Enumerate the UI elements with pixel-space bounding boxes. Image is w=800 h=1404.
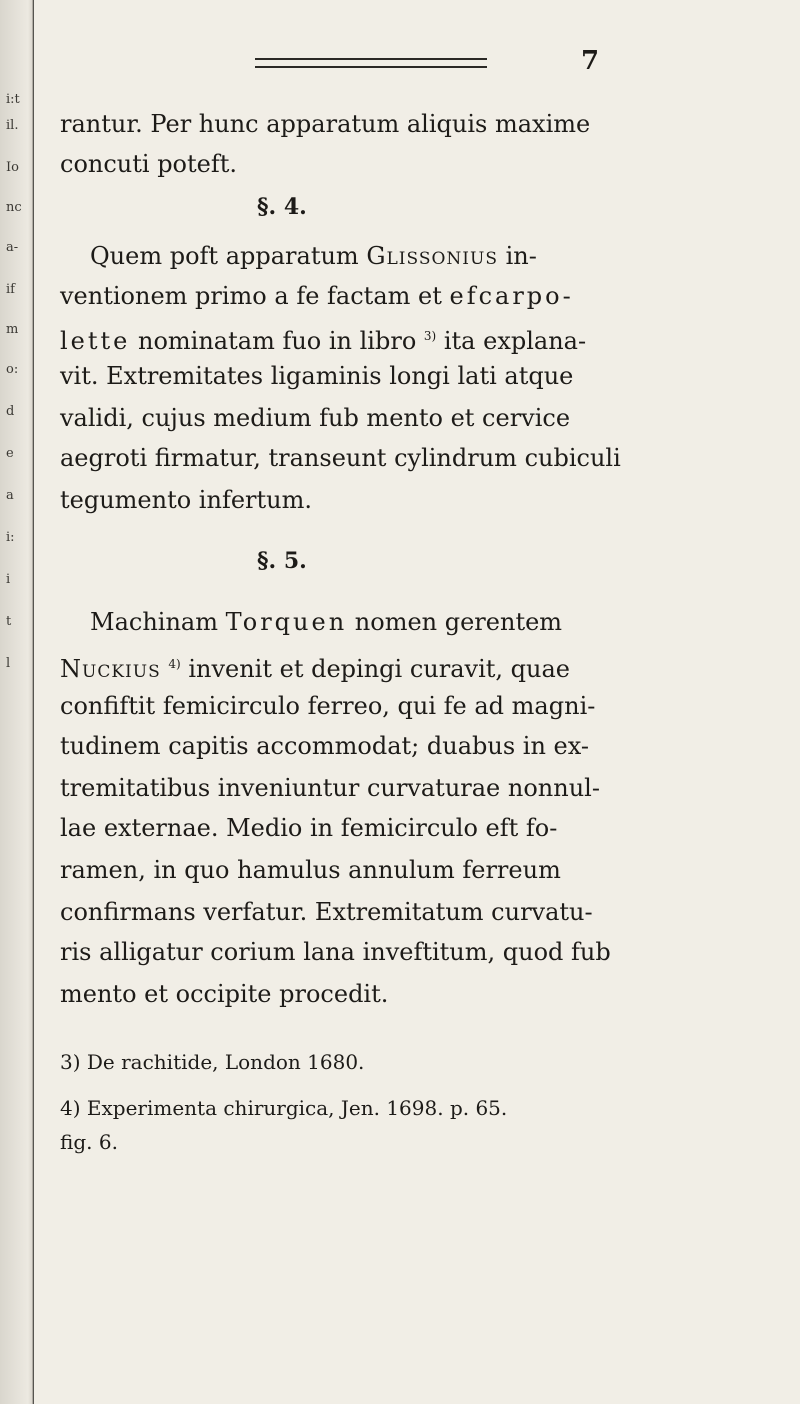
text-line: concuti poteft. bbox=[60, 150, 238, 178]
footnote-3: 3) De rachitide, London 1680. bbox=[60, 1050, 365, 1074]
gutter-mark: a bbox=[6, 488, 14, 503]
text-line: rantur. Per hunc apparatum aliquis maxime bbox=[60, 110, 591, 138]
text-line: validi, cujus medium fub mento et cervice bbox=[60, 404, 571, 432]
section-heading-4: §. 4. bbox=[257, 194, 307, 220]
gutter-mark: o: bbox=[6, 362, 19, 377]
text-line: aegroti firmatur, transeunt cylindrum cubiculi bbox=[60, 444, 621, 472]
gutter-mark: d bbox=[6, 404, 15, 419]
text-line bbox=[60, 236, 537, 276]
text-run: ventionem primo a fe factam et bbox=[60, 282, 450, 310]
text-line: tudinem capitis accommodat; duabus in ex- bbox=[60, 732, 589, 760]
text-run: nomen gerentem bbox=[347, 608, 563, 636]
text-line: lae externae. Medio in femicirculo eft fo- bbox=[60, 814, 558, 842]
text-line: tremitatibus inveniuntur curvaturae nonnul- bbox=[60, 774, 600, 802]
gutter-mark: l bbox=[6, 656, 11, 671]
text-line: confirmans verfatur. Extremitatum curvatu- bbox=[60, 898, 593, 926]
gutter-mark: Io bbox=[6, 160, 19, 175]
section-heading-5: §. 5. bbox=[257, 548, 307, 574]
gutter-mark: il. bbox=[6, 118, 19, 133]
binding-gutter bbox=[0, 0, 34, 1404]
spaced-term: efcarpo- bbox=[449, 282, 574, 310]
text-line bbox=[60, 316, 586, 361]
spaced-term: lette bbox=[60, 327, 131, 355]
text-run: ita explana- bbox=[436, 327, 587, 355]
footnote-ref-3: 3) bbox=[423, 329, 437, 343]
text-line bbox=[60, 644, 570, 689]
gutter-mark: t bbox=[6, 614, 12, 629]
text-line: ramen, in quo hamulus annulum ferreum bbox=[60, 856, 561, 884]
gutter-mark: i: bbox=[6, 530, 15, 545]
text-run: nominatam fuo in libro bbox=[130, 327, 424, 355]
header-double-rule bbox=[255, 58, 487, 68]
gutter-mark: a- bbox=[6, 240, 19, 255]
author-name-glissonius: Glissonius bbox=[366, 242, 498, 270]
text-run: invenit et depingi curavit, quae bbox=[180, 655, 570, 683]
gutter-mark: e bbox=[6, 446, 14, 461]
spaced-term: Torquen bbox=[225, 608, 348, 636]
text-line: confiftit femicirculo ferreo, qui fe ad magni- bbox=[60, 692, 596, 720]
footnote-4: 4) Experimenta chirurgica, Jen. 1698. p. 65. bbox=[60, 1096, 508, 1120]
gutter-mark: i bbox=[6, 572, 11, 587]
gutter-mark: i:t bbox=[6, 92, 20, 107]
footnote-ref-4: 4) bbox=[168, 657, 181, 671]
text-line bbox=[60, 602, 562, 642]
author-name-nuckius: Nuckius bbox=[60, 655, 161, 683]
text-line: vit. Extremitates ligaminis longi lati atque bbox=[60, 362, 574, 390]
text-line: tegumento infertum. bbox=[60, 486, 312, 514]
gutter-mark: nc bbox=[6, 200, 22, 215]
text-run: Quem poft apparatum bbox=[90, 242, 367, 270]
text-line: mento et occipite procedit. bbox=[60, 980, 389, 1008]
footnote-4-continuation: fig. 6. bbox=[60, 1130, 118, 1154]
text-run: Machinam bbox=[90, 608, 226, 636]
text-line bbox=[60, 276, 574, 316]
text-line: ris alligatur corium lana inveftitum, quod fub bbox=[60, 938, 611, 966]
page-number: 7 bbox=[581, 46, 600, 76]
text-run: in- bbox=[497, 242, 537, 270]
gutter-mark: if bbox=[6, 282, 15, 297]
gutter-mark: m bbox=[6, 322, 19, 337]
